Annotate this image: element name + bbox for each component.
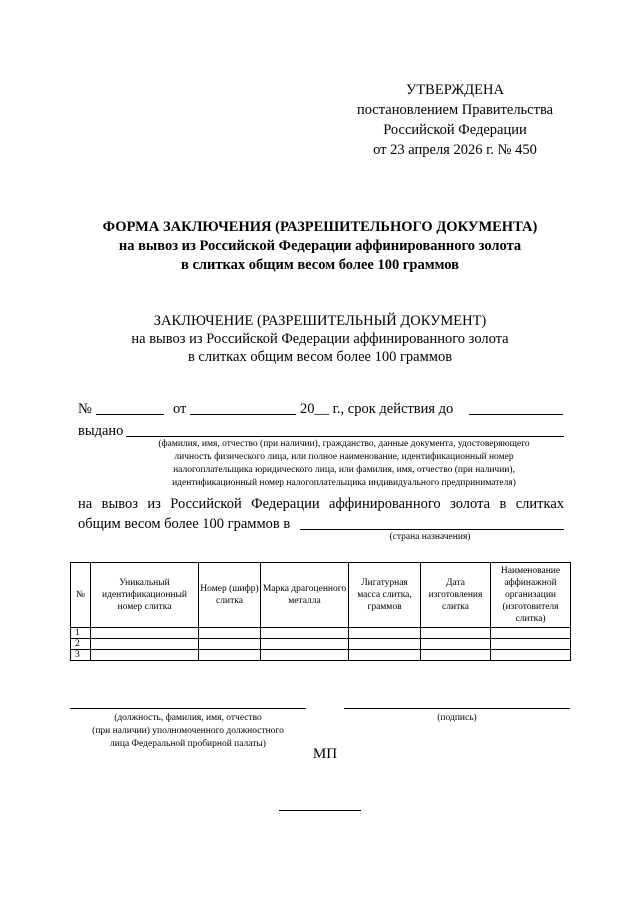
header-bar-code: Номер (шифр) слитка (199, 563, 261, 628)
table-cell[interactable] (421, 639, 491, 650)
issued-hint-line-1: (фамилия, имя, отчество (при наличии), гражданство, данные документа, удостоверяющего (158, 439, 530, 449)
issued-label: выдано (78, 423, 124, 439)
table-cell[interactable] (91, 628, 199, 639)
position-hint-line-3: лица Федеральной пробирной палаты) (110, 739, 266, 749)
gold-bars-table (70, 562, 571, 661)
header-metal-grade: Марка драгоценного металла (261, 563, 349, 628)
header-unique-id: Уникальный идентификационный номер слитка (91, 563, 199, 628)
document-title (60, 312, 580, 366)
issued-hint (120, 438, 568, 490)
purpose-line-1: на вывоз из Российской Федерации аффинированного золота в слитках (78, 496, 564, 512)
table-cell[interactable] (199, 650, 261, 661)
validity-date-field[interactable] (469, 414, 563, 415)
table-cell[interactable] (491, 639, 571, 650)
position-hint (60, 712, 316, 751)
document-title-line-1: ЗАКЛЮЧЕНИЕ (РАЗРЕШИТЕЛЬНЫЙ ДОКУМЕНТ) (153, 313, 487, 329)
table-cell[interactable] (199, 639, 261, 650)
country-hint: (страна назначения) (389, 532, 471, 542)
table-cell[interactable] (491, 650, 571, 661)
table-cell[interactable] (261, 628, 349, 639)
issued-to-field[interactable] (126, 436, 564, 437)
table-header-row (71, 563, 571, 628)
form-title-line-3: в слитках общим весом более 100 граммов (180, 257, 460, 273)
table-cell[interactable] (421, 650, 491, 661)
date-field[interactable] (190, 414, 296, 415)
validity-label: 20__ г., срок действия до (300, 401, 454, 417)
stamp-date-field[interactable] (279, 810, 361, 811)
table-cell[interactable] (349, 628, 421, 639)
signature-hint: (подпись) (437, 713, 477, 723)
table-cell[interactable] (491, 628, 571, 639)
issued-hint-line-2: личность физического лица, или полное наименование, идентификационный номер (174, 452, 514, 462)
table-cell[interactable] (349, 650, 421, 661)
form-title (60, 218, 580, 275)
document-title-line-3: в слитках общим весом более 100 граммов (187, 349, 453, 365)
header-ligature-mass: Лигатурная масса слитка, граммов (349, 563, 421, 628)
approval-government: Российской Федерации (383, 122, 527, 138)
header-refinery: Наименование аффинажной организации (изготовителя слитка) (491, 563, 571, 628)
table-cell[interactable] (261, 650, 349, 661)
form-title-line-2: на вывоз из Российской Федерации аффинированного золота (118, 238, 522, 254)
approval-heading: УТВЕРЖДЕНА (406, 82, 504, 98)
stamp-mark: МП (312, 746, 338, 762)
signature-field[interactable] (344, 708, 570, 709)
row-number: 2 (71, 639, 91, 650)
table-cell[interactable] (91, 650, 199, 661)
header-number: № (71, 563, 91, 628)
row-number: 1 (71, 628, 91, 639)
issued-hint-line-3: налогоплательщика юридического лица, или фамилия, имя, отчество (при наличии), (173, 465, 515, 475)
position-hint-line-1: (должность, фамилия, имя, отчество (114, 713, 262, 723)
table-cell[interactable] (199, 628, 261, 639)
table-cell[interactable] (421, 628, 491, 639)
table-row (71, 628, 571, 639)
table-row (71, 639, 571, 650)
purpose-line-2: общим весом более 100 граммов в (78, 516, 291, 532)
table-cell[interactable] (91, 639, 199, 650)
form-title-line-1: ФОРМА ЗАКЛЮЧЕНИЯ (РАЗРЕШИТЕЛЬНОГО ДОКУМЕНТА) (102, 219, 538, 235)
table-cell[interactable] (261, 639, 349, 650)
row-number: 3 (71, 650, 91, 661)
header-manufacture-date: Дата изготовления слитка (421, 563, 491, 628)
number-field[interactable] (96, 414, 164, 415)
issued-hint-line-4: идентификационный номер налогоплательщика индивидуального предпринимателя) (172, 478, 516, 488)
approval-resolution: постановлением Правительства (356, 102, 554, 118)
destination-country-field[interactable] (300, 529, 564, 530)
position-hint-line-2: (при наличии) уполномоченного должностного (92, 726, 284, 736)
number-label: № (78, 401, 92, 417)
approval-block (330, 80, 580, 160)
from-label: от (173, 401, 187, 417)
official-position-field[interactable] (70, 708, 306, 709)
table-cell[interactable] (349, 639, 421, 650)
document-title-line-2: на вывоз из Российской Федерации аффинированного золота (131, 331, 509, 347)
table-row (71, 650, 571, 661)
approval-date: от 23 апреля 2026 г. № 450 (373, 142, 537, 158)
